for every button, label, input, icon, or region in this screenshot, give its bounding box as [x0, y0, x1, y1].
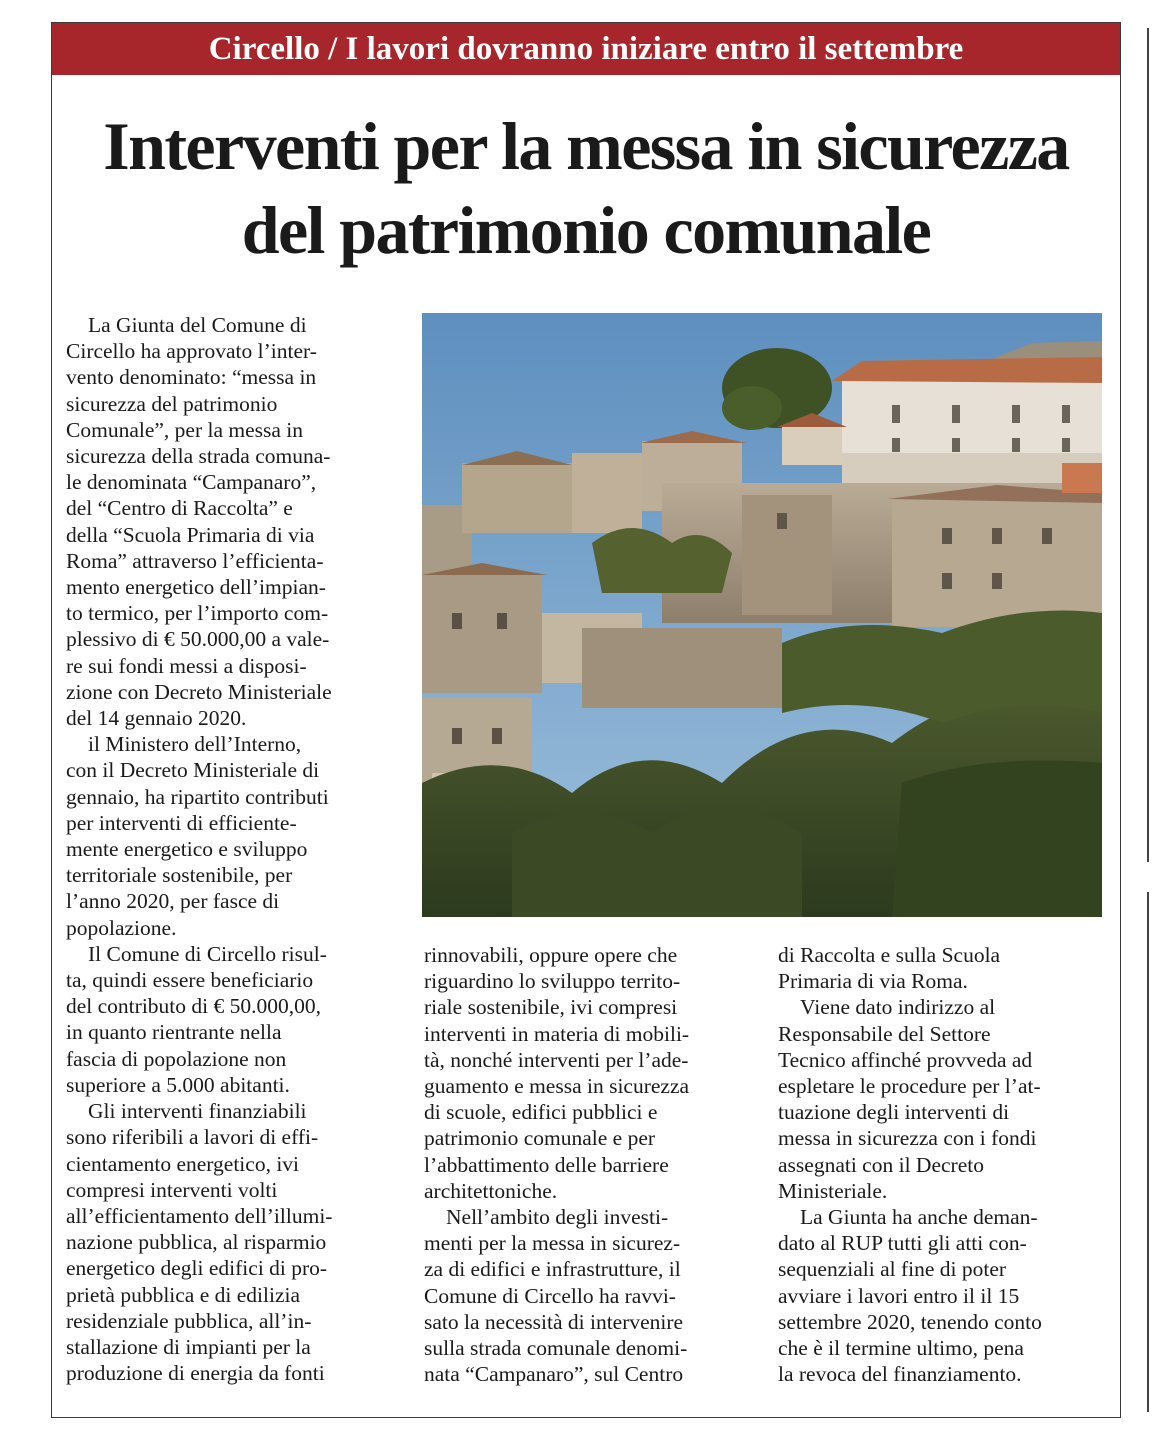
article-paragraph: [424, 942, 754, 1204]
text-line: nata “Campanaro”, sul Centro: [424, 1362, 684, 1387]
text-line: Gli interventi finanziabili: [88, 1099, 307, 1124]
text-line: assegnati con il Decreto: [778, 1152, 984, 1177]
text-line: del contributo di € 50.000,00,: [66, 994, 321, 1019]
text-line: all’efficientamento dell’illumi-: [66, 1203, 333, 1228]
text-line: Primaria di via Roma.: [778, 969, 968, 994]
headline-line: del patrimonio comunale: [241, 192, 931, 268]
text-line: Nell’ambito degli investi-: [446, 1205, 669, 1230]
column-divider: [1147, 892, 1149, 1412]
article-paragraph: [778, 942, 1108, 994]
text-line: za di edifici e infrastrutture, il: [424, 1257, 681, 1282]
headline-line: Interventi per la messa in sicurezza: [103, 108, 1069, 184]
text-line: l’anno 2020, per fasce di: [66, 889, 280, 914]
text-line: espletare le procedure per l’at-: [778, 1074, 1041, 1099]
text-line: del “Centro di Raccolta” e: [66, 496, 293, 521]
text-line: guamento e messa in sicurezza: [424, 1074, 690, 1099]
text-line: stallazione di impianti per la: [66, 1334, 311, 1359]
text-line: in quanto rientrante nella: [66, 1020, 282, 1045]
text-line: sulla strada comunale denomi-: [424, 1336, 688, 1361]
article-paragraph: [66, 312, 396, 731]
text-line: menti per la messa in sicurez-: [424, 1231, 681, 1256]
photo-illustration: [422, 313, 1102, 917]
text-line: Comunale”, per la messa in: [66, 417, 304, 442]
text-line: Ministeriale.: [778, 1178, 888, 1203]
text-line: riguardino lo sviluppo territo-: [424, 969, 681, 994]
text-line: prietà pubblica e di edilizia: [66, 1282, 301, 1307]
text-line: della “Scuola Primaria di via: [66, 522, 315, 547]
text-line: plessivo di € 50.000,00 a vale-: [66, 627, 330, 652]
text-line: popolazione.: [66, 915, 177, 940]
text-line: le denominata “Campanaro”,: [66, 470, 317, 495]
text-line: Roma” attraverso l’efficienta-: [66, 548, 324, 573]
text-line: il Ministero dell’Interno,: [88, 732, 302, 757]
hillside-village-photo: [422, 313, 1102, 917]
article-column-2: [424, 942, 754, 1387]
text-line: nazione pubblica, al risparmio: [66, 1230, 327, 1255]
text-line: Comune di Circello ha ravvi-: [424, 1283, 676, 1308]
text-line: sequenziali al fine di poter: [778, 1257, 1007, 1282]
text-line: per interventi di efficiente-: [66, 810, 297, 835]
article-paragraph: [66, 1098, 396, 1386]
text-line: superiore a 5.000 abitanti.: [66, 1072, 290, 1097]
text-line: Tecnico affinché provveda ad: [778, 1047, 1033, 1072]
text-line: La Giunta del Comune di: [88, 313, 307, 337]
text-line: energetico degli edifici di pro-: [66, 1256, 328, 1281]
kicker-bar: [52, 23, 1120, 75]
headline: [52, 104, 1120, 272]
text-line: zione con Decreto Ministeriale: [66, 679, 332, 704]
text-line: re sui fondi messi a disposi-: [66, 653, 307, 678]
text-line: vento denominato: “messa in: [66, 365, 317, 390]
text-line: mente energetico e sviluppo: [66, 837, 308, 862]
text-line: patrimonio comunale e per: [424, 1126, 656, 1151]
text-line: dato al RUP tutti gli atti con-: [778, 1231, 1027, 1256]
text-line: to termico, per l’importo com-: [66, 601, 329, 626]
text-line: sono riferibili a lavori di effi-: [66, 1125, 319, 1150]
text-line: gennaio, ha ripartito contributi: [66, 784, 329, 809]
text-line: mento energetico dell’impian-: [66, 575, 326, 600]
text-line: Viene dato indirizzo al: [800, 995, 996, 1020]
text-line: La Giunta ha anche deman-: [800, 1205, 1038, 1230]
text-line: Il Comune di Circello risul-: [88, 941, 327, 966]
text-line: compresi interventi volti: [66, 1177, 278, 1202]
text-line: architettoniche.: [424, 1178, 558, 1203]
text-line: avviare i lavori entro il il 15: [778, 1283, 1020, 1308]
article-paragraph: [424, 1204, 754, 1387]
text-line: sicurezza della strada comuna-: [66, 444, 331, 469]
article-paragraph: [66, 941, 396, 1098]
text-line: di Raccolta e sulla Scuola: [778, 943, 1001, 967]
text-line: ta, quindi essere beneficiario: [66, 968, 314, 993]
text-line: Responsabile del Settore: [778, 1021, 991, 1046]
text-line: settembre 2020, tenendo conto: [778, 1309, 1042, 1334]
text-line: messa in sicurezza con i fondi: [778, 1126, 1037, 1151]
text-line: con il Decreto Ministeriale di: [66, 758, 320, 783]
text-line: sato la necessità di intervenire: [424, 1309, 684, 1334]
article-column-1: [66, 312, 396, 1386]
text-line: cientamento energetico, ivi: [66, 1151, 300, 1176]
text-line: sicurezza del patrimonio: [66, 391, 278, 416]
text-line: residenziale pubblica, all’in-: [66, 1308, 312, 1333]
text-line: la revoca del finanziamento.: [778, 1362, 1022, 1387]
text-line: interventi in materia di mobili-: [424, 1021, 690, 1046]
column-divider: [1147, 28, 1149, 862]
text-line: Circello ha approvato l’inter-: [66, 339, 317, 364]
text-line: di scuole, edifici pubblici e: [424, 1100, 658, 1125]
text-line: rinnovabili, oppure opere che: [424, 943, 678, 967]
article-paragraph: [778, 1204, 1108, 1387]
article-paragraph: [66, 731, 396, 941]
text-line: riale sostenibile, ivi compresi: [424, 995, 678, 1020]
text-line: produzione di energia da fonti: [66, 1361, 325, 1386]
text-line: che è il termine ultimo, pena: [778, 1336, 1024, 1361]
text-line: territoriale sostenibile, per: [66, 863, 293, 888]
kicker-text: Circello / I lavori dovranno iniziare entro il settembre: [208, 31, 964, 67]
text-line: l’abbattimento delle barriere: [424, 1152, 669, 1177]
text-line: tuazione degli interventi di: [778, 1100, 1010, 1125]
article-paragraph: [778, 994, 1108, 1204]
text-line: fascia di popolazione non: [66, 1046, 287, 1071]
text-line: tà, nonché interventi per l’ade-: [424, 1047, 689, 1072]
text-line: del 14 gennaio 2020.: [66, 706, 247, 731]
article-column-3: [778, 942, 1108, 1387]
